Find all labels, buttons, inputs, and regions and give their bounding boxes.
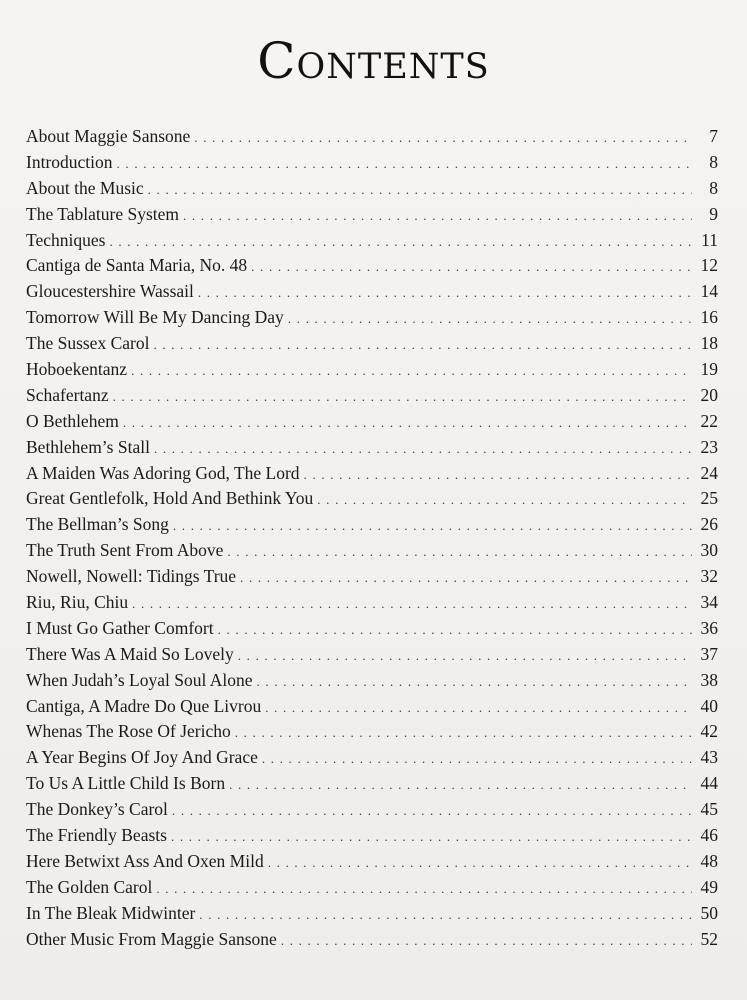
- toc-entry-title: About Maggie Sansone: [26, 126, 191, 146]
- toc-entry: [26, 644, 718, 670]
- dot-leader: [183, 208, 692, 224]
- toc-entry: [26, 437, 718, 463]
- toc-entry-title: The Truth Sent From Above: [26, 540, 224, 561]
- toc-entry: [26, 488, 718, 514]
- toc-entry: [26, 178, 718, 204]
- toc-entry-page: 16: [700, 307, 718, 328]
- dot-leader: [262, 751, 692, 767]
- dot-leader: [281, 933, 692, 949]
- toc-entry: [26, 877, 718, 903]
- toc-entry-page: 18: [700, 333, 718, 354]
- toc-entry-page: 30: [700, 540, 718, 561]
- toc-entry-page: 23: [700, 436, 718, 457]
- toc-entry-page: 34: [700, 592, 718, 613]
- toc-entry-title: Whenas The Rose Of Jericho: [26, 721, 231, 742]
- dot-leader: [156, 881, 692, 897]
- toc-entry: [26, 825, 718, 851]
- toc-entry-title: Techniques: [26, 229, 106, 250]
- toc-entry-page: 52: [700, 928, 718, 949]
- toc-entry-title: About the Music: [26, 177, 144, 198]
- dot-leader: [317, 492, 692, 508]
- toc-entry-page: 25: [700, 488, 718, 509]
- toc-entry-title: Gloucestershire Wassail: [26, 281, 194, 302]
- toc-entry: [26, 566, 718, 592]
- toc-entry: [26, 411, 718, 437]
- dot-leader: [172, 803, 692, 819]
- toc-entry-page: 49: [700, 876, 718, 897]
- toc-entry-page: 42: [700, 721, 718, 742]
- toc-entry-title: Hoboekentanz: [26, 359, 128, 380]
- dot-leader: [227, 544, 692, 560]
- toc-entry: [26, 670, 718, 696]
- toc-entry-page: 8: [709, 177, 718, 198]
- toc-entry-page: 50: [700, 902, 718, 923]
- toc-entry-title: The Sussex Carol: [26, 333, 150, 354]
- toc-entry: [26, 307, 718, 333]
- toc-entry-title: Cantiga de Santa Maria, No. 48: [26, 255, 248, 276]
- toc-entry: [26, 747, 718, 773]
- toc-entry-title: Here Betwixt Ass And Oxen Mild: [26, 850, 264, 871]
- toc-entry: [26, 799, 718, 825]
- toc-entry-title: Bethlehem’s Stall: [26, 436, 150, 457]
- toc-entry-page: 38: [700, 669, 718, 690]
- toc-entry-title: Riu, Riu, Chiu: [26, 592, 129, 613]
- toc-entry: [26, 359, 718, 385]
- toc-entry-title: The Tablature System: [26, 203, 179, 224]
- toc-entry-title: The Golden Carol: [26, 876, 153, 897]
- dot-leader: [288, 311, 692, 327]
- toc-entry: [26, 721, 718, 747]
- toc-entry: [26, 152, 718, 178]
- dot-leader: [251, 259, 692, 275]
- toc-entry-page: 26: [700, 514, 718, 535]
- toc-entry-page: 43: [700, 747, 718, 768]
- dot-leader: [238, 648, 692, 664]
- toc-entry: [26, 851, 718, 877]
- toc-entry: [26, 126, 718, 152]
- dot-leader: [171, 829, 692, 845]
- toc-entry: [26, 463, 718, 489]
- toc-entry-page: 44: [700, 773, 718, 794]
- toc-entry-title: The Donkey’s Carol: [26, 799, 168, 820]
- toc-entry-title: When Judah’s Loyal Soul Alone: [26, 669, 253, 690]
- page-title: Contents: [257, 32, 490, 90]
- toc-entry-title: Nowell, Nowell: Tidings True: [26, 566, 237, 587]
- toc-entry: [26, 592, 718, 618]
- dot-leader: [240, 570, 692, 586]
- table-of-contents: [26, 126, 718, 955]
- dot-leader: [235, 725, 692, 741]
- toc-entry-title: Schafertanz: [26, 384, 109, 405]
- toc-entry-page: 7: [709, 126, 718, 146]
- toc-entry-page: 24: [700, 462, 718, 483]
- toc-entry-page: 19: [700, 359, 718, 380]
- dot-leader: [148, 182, 692, 198]
- toc-entry: [26, 385, 718, 411]
- toc-entry-page: 46: [700, 825, 718, 846]
- dot-leader: [194, 130, 692, 146]
- toc-entry-page: 11: [701, 229, 718, 250]
- toc-entry-title: Tomorrow Will Be My Dancing Day: [26, 307, 284, 328]
- toc-entry-page: 22: [700, 410, 718, 431]
- toc-entry-title: There Was A Maid So Lovely: [26, 643, 234, 664]
- toc-entry-title: Other Music From Maggie Sansone: [26, 928, 277, 949]
- toc-entry-page: 9: [709, 203, 718, 224]
- toc-entry-page: 36: [700, 617, 718, 638]
- toc-entry-title: O Bethlehem: [26, 410, 119, 431]
- toc-entry-title: Introduction: [26, 151, 113, 172]
- dot-leader: [257, 674, 692, 690]
- dot-leader: [198, 285, 692, 301]
- toc-entry-page: 40: [700, 695, 718, 716]
- toc-entry-page: 20: [700, 384, 718, 405]
- toc-entry: [26, 230, 718, 256]
- dot-leader: [123, 415, 692, 431]
- toc-entry-page: 32: [700, 566, 718, 587]
- toc-entry: [26, 773, 718, 799]
- toc-entry-title: A Year Begins Of Joy And Grace: [26, 747, 258, 768]
- toc-entry: [26, 255, 718, 281]
- toc-entry: [26, 696, 718, 722]
- toc-entry-page: 12: [700, 255, 718, 276]
- toc-entry-title: Great Gentlefolk, Hold And Bethink You: [26, 488, 314, 509]
- dot-leader: [268, 855, 692, 871]
- toc-entry: [26, 540, 718, 566]
- toc-entry: [26, 903, 718, 929]
- dot-leader: [131, 363, 692, 379]
- dot-leader: [153, 337, 692, 353]
- dot-leader: [173, 518, 692, 534]
- toc-entry-title: The Bellman’s Song: [26, 514, 169, 535]
- toc-entry-title: In The Bleak Midwinter: [26, 902, 196, 923]
- dot-leader: [113, 389, 692, 405]
- toc-entry: [26, 618, 718, 644]
- dot-leader: [199, 907, 692, 923]
- toc-entry: [26, 281, 718, 307]
- dot-leader: [109, 234, 692, 250]
- dot-leader: [132, 596, 692, 612]
- toc-entry: [26, 333, 718, 359]
- dot-leader: [154, 441, 692, 457]
- toc-entry-page: 48: [700, 850, 718, 871]
- toc-entry-page: 8: [709, 151, 718, 172]
- toc-entry-title: To Us A Little Child Is Born: [26, 773, 226, 794]
- toc-entry-title: Cantiga, A Madre Do Que Livrou: [26, 695, 262, 716]
- dot-leader: [117, 156, 692, 172]
- toc-entry: [26, 514, 718, 540]
- toc-entry-page: 14: [700, 281, 718, 302]
- dot-leader: [229, 777, 692, 793]
- toc-entry-title: A Maiden Was Adoring God, The Lord: [26, 462, 300, 483]
- dot-leader: [265, 700, 692, 716]
- toc-entry-page: 37: [700, 643, 718, 664]
- toc-entry-title: I Must Go Gather Comfort: [26, 617, 214, 638]
- toc-entry-title: The Friendly Beasts: [26, 825, 167, 846]
- toc-entry: [26, 929, 718, 955]
- dot-leader: [218, 622, 692, 638]
- toc-entry-page: 45: [700, 799, 718, 820]
- dot-leader: [304, 467, 692, 483]
- toc-entry: [26, 204, 718, 230]
